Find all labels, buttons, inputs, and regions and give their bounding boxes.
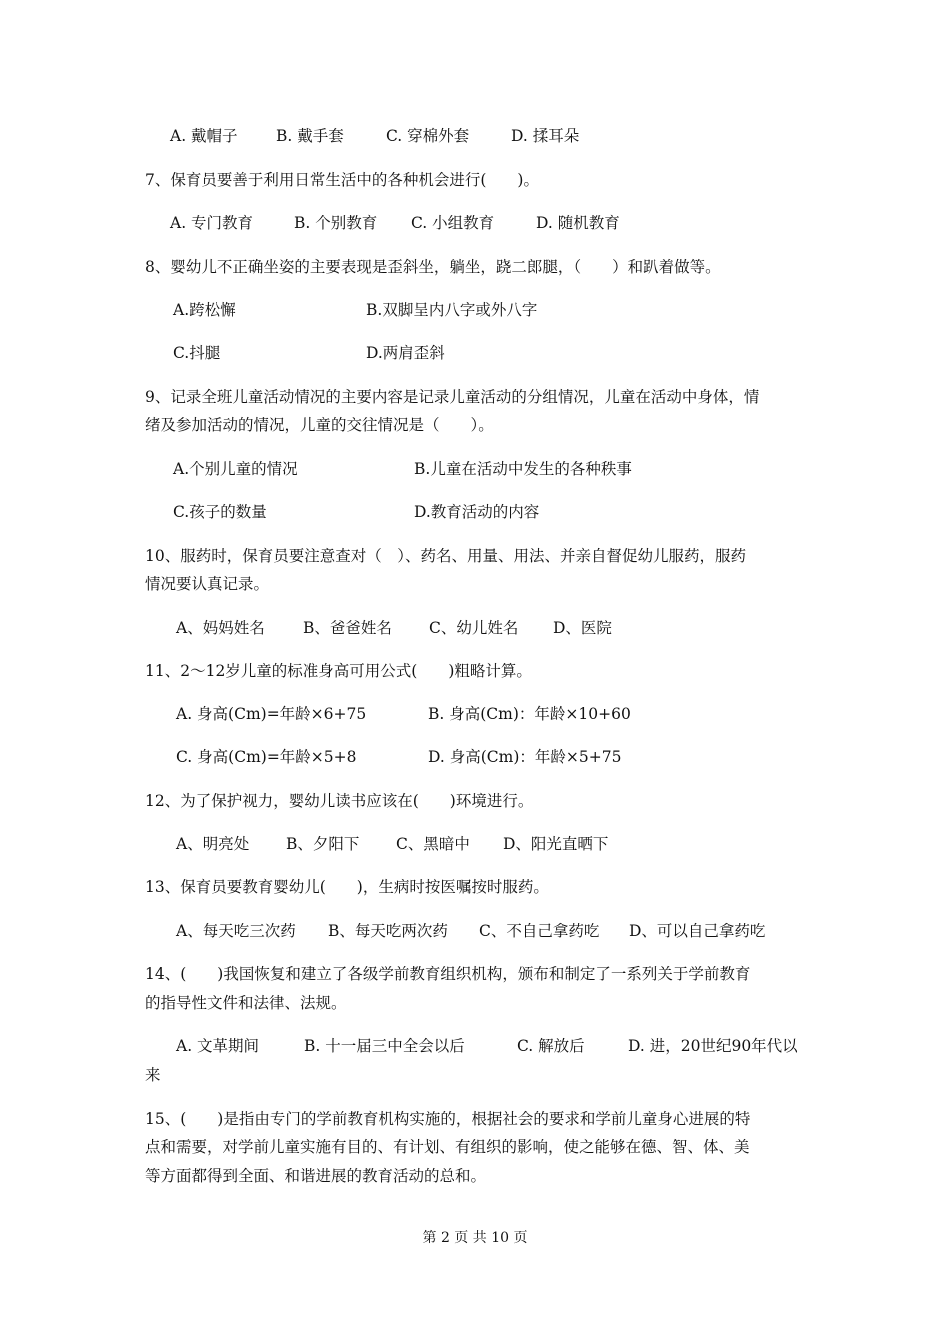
q8-option-a: A.跨松懈 <box>173 301 236 319</box>
q14-option-d: D. 进，20世纪90年代以 <box>628 1037 798 1055</box>
q6-option-c: C. 穿棉外套 <box>386 127 470 145</box>
q9-option-b: B.儿童在活动中发生的各种秩事 <box>414 460 632 478</box>
q14-option-c: C. 解放后 <box>517 1037 585 1055</box>
q7-option-a: A. 专门教育 <box>170 214 254 232</box>
q7-option-b: B. 个别教育 <box>294 214 378 232</box>
q13-option-a: A、每天吃三次药 <box>176 922 296 940</box>
q10-option-d: D、医院 <box>553 619 612 637</box>
q10-option-a: A、妈妈姓名 <box>176 619 265 637</box>
q15-stem-line-2: 点和需要，对学前儿童实施有目的、有计划、有组织的影响，使之能够在德、智、体、美 <box>145 1138 750 1156</box>
q12-option-a: A、明亮处 <box>176 835 250 853</box>
q6-option-b: B. 戴手套 <box>276 127 344 145</box>
q10-option-b: B、爸爸姓名 <box>303 619 392 637</box>
q11-option-b: B. 身高(Cm)：年龄×10+60 <box>428 705 631 723</box>
q8-stem: 8、婴幼儿不正确坐姿的主要表现是歪斜坐，躺坐，跷二郎腿，（ ）和趴着做等。 <box>145 258 721 276</box>
page-number-footer: 第 2 页 共 10 页 <box>422 1230 528 1246</box>
q6-option-d: D. 揉耳朵 <box>511 127 580 145</box>
q12-option-b: B、夕阳下 <box>286 835 360 853</box>
q6-option-a: A. 戴帽子 <box>170 127 238 145</box>
q7-stem: 7、保育员要善于利用日常生活中的各种机会进行( )。 <box>145 171 539 189</box>
q11-option-a: A. 身高(Cm)=年龄×6+75 <box>176 705 367 723</box>
q13-option-b: B、每天吃两次药 <box>328 922 448 940</box>
q13-option-c: C、不自己拿药吃 <box>479 922 600 940</box>
q10-option-c: C、幼儿姓名 <box>429 619 519 637</box>
q9-stem-line-1: 9、记录全班儿童活动情况的主要内容是记录儿童活动的分组情况，儿童在活动中身体，情 <box>145 388 760 406</box>
q14-option-d-wrap: 来 <box>145 1066 161 1084</box>
q9-stem-line-2: 绪及参加活动的情况，儿童的交往情况是（ ）。 <box>145 416 494 434</box>
q13-option-d: D、可以自己拿药吃 <box>629 922 766 940</box>
q8-option-d: D.两肩歪斜 <box>366 344 445 362</box>
q8-option-b: B.双脚呈内八字或外八字 <box>366 301 538 319</box>
q12-stem: 12、为了保护视力，婴幼儿读书应该在( )环境进行。 <box>145 792 534 810</box>
q14-stem-line-2: 的指导性文件和法律、法规。 <box>145 994 347 1012</box>
q7-option-d: D. 随机教育 <box>536 214 620 232</box>
q11-stem: 11、2～12岁儿童的标准身高可用公式( )粗略计算。 <box>145 662 532 680</box>
q10-stem-line-1: 10、服药时，保育员要注意查对（ ）、药名、用量、用法、并亲自督促幼儿服药，服药 <box>145 547 746 565</box>
q11-option-c: C. 身高(Cm)=年龄×5+8 <box>176 748 357 766</box>
q8-option-c: C.抖腿 <box>173 344 221 362</box>
q10-stem-line-2: 情况要认真记录。 <box>145 575 270 593</box>
q12-option-d: D、阳光直晒下 <box>503 835 609 853</box>
q11-option-d: D. 身高(Cm)：年龄×5+75 <box>428 748 622 766</box>
q12-option-c: C、黑暗中 <box>396 835 470 853</box>
q14-option-a: A. 文革期间 <box>176 1037 260 1055</box>
q9-option-d: D.教育活动的内容 <box>414 503 540 521</box>
q9-option-c: C.孩子的数量 <box>173 503 267 521</box>
q7-option-c: C. 小组教育 <box>411 214 495 232</box>
q9-option-a: A.个别儿童的情况 <box>173 460 298 478</box>
q14-option-b: B. 十一届三中全会以后 <box>304 1037 465 1055</box>
q13-stem: 13、保育员要教育婴幼儿( )，生病时按医嘱按时服药。 <box>145 878 549 896</box>
q15-stem-line-3: 等方面都得到全面、和谐进展的教育活动的总和。 <box>145 1167 487 1185</box>
q15-stem-line-1: 15、( )是指由专门的学前教育机构实施的，根据社会的要求和学前儿童身心进展的特 <box>145 1110 751 1128</box>
q14-stem-line-1: 14、( )我国恢复和建立了各级学前教育组织机构，颁布和制定了一系列关于学前教育 <box>145 965 751 983</box>
